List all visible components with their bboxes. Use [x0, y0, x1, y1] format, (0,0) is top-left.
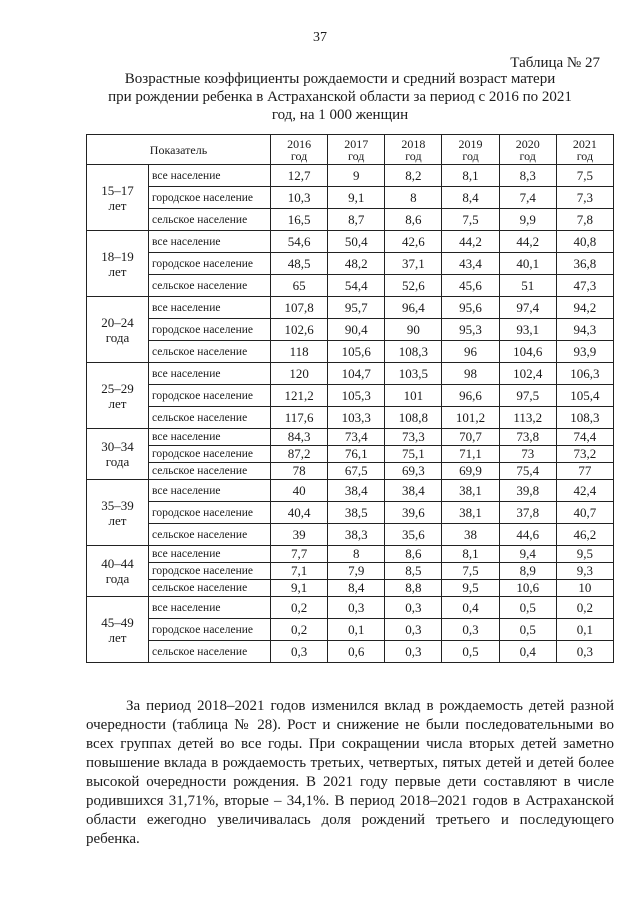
population-type-label: сельское население [149, 524, 271, 546]
rate-value-cell: 43,4 [442, 253, 499, 275]
rate-value-cell: 40,8 [556, 231, 613, 253]
table-row [87, 597, 614, 619]
rate-value-cell: 40 [271, 480, 328, 502]
population-type-label: городское население [149, 187, 271, 209]
rate-value-cell: 52,6 [385, 275, 442, 297]
table-caption [60, 70, 620, 124]
rate-value-cell: 103,3 [328, 407, 385, 429]
table-row [87, 231, 614, 253]
table-row [87, 275, 614, 297]
year-unit: год [405, 148, 422, 163]
rate-value-cell: 46,2 [556, 524, 613, 546]
rate-value-cell: 50,4 [328, 231, 385, 253]
rate-value-cell: 9,5 [442, 580, 499, 597]
population-type-label: все население [149, 165, 271, 187]
year-header [442, 135, 499, 165]
population-type-label: все население [149, 480, 271, 502]
age-group-label: лет [108, 197, 127, 213]
population-type-label: городское население [149, 563, 271, 580]
year-value: 2016 [287, 136, 312, 151]
rate-value-cell: 75,1 [385, 446, 442, 463]
rate-value-cell: 8,9 [499, 563, 556, 580]
rate-value-cell: 67,5 [328, 463, 385, 480]
rate-value-cell: 7,5 [442, 563, 499, 580]
rate-value-cell: 96,4 [385, 297, 442, 319]
rate-value-cell: 10 [556, 580, 613, 597]
rate-value-cell: 65 [271, 275, 328, 297]
age-group-label: лет [108, 263, 127, 279]
table-row [87, 209, 614, 231]
rate-value-cell: 8,1 [442, 165, 499, 187]
age-group-label: 18–19 [101, 248, 134, 264]
caption-line: Возрастные коэффициенты рождаемости и средний возраст матери [124, 71, 556, 87]
year-unit: год [519, 148, 536, 163]
population-type-label: городское население [149, 446, 271, 463]
rate-value-cell: 7,5 [442, 209, 499, 231]
table-row [87, 429, 614, 446]
rate-value-cell: 8,2 [385, 165, 442, 187]
rate-value-cell: 87,2 [271, 446, 328, 463]
rate-value-cell: 73,3 [385, 429, 442, 446]
rate-value-cell: 107,8 [271, 297, 328, 319]
rate-value-cell: 108,8 [385, 407, 442, 429]
rate-value-cell: 98 [442, 363, 499, 385]
population-type-label: городское население [149, 385, 271, 407]
rate-value-cell: 7,5 [556, 165, 613, 187]
rate-value-cell: 0,1 [328, 619, 385, 641]
rate-value-cell: 8,8 [385, 580, 442, 597]
rate-value-cell: 44,2 [442, 231, 499, 253]
age-group-label: 15–17 [101, 182, 134, 198]
rate-value-cell: 39,6 [385, 502, 442, 524]
rate-value-cell: 95,6 [442, 297, 499, 319]
rate-value-cell: 0,5 [499, 619, 556, 641]
table-row [87, 187, 614, 209]
population-type-label: городское население [149, 253, 271, 275]
rate-value-cell: 8,6 [385, 546, 442, 563]
rate-value-cell: 103,5 [385, 363, 442, 385]
rate-value-cell: 69,3 [385, 463, 442, 480]
table-row [87, 641, 614, 663]
rate-value-cell: 39 [271, 524, 328, 546]
rate-value-cell: 12,7 [271, 165, 328, 187]
age-group-label: года [105, 454, 130, 469]
age-group-label: 35–39 [101, 497, 134, 513]
rate-value-cell: 8,7 [328, 209, 385, 231]
rate-value-cell: 54,6 [271, 231, 328, 253]
population-type-label: городское население [149, 502, 271, 524]
year-value: 2020 [515, 136, 540, 151]
rate-value-cell: 44,6 [499, 524, 556, 546]
table-row [87, 580, 614, 597]
year-value: 2018 [401, 136, 426, 151]
year-unit: год [576, 148, 594, 163]
header-row [87, 135, 614, 165]
year-header [499, 135, 556, 165]
table-row [87, 480, 614, 502]
rate-value-cell: 73,8 [499, 429, 556, 446]
indicator-header: Показатель [87, 135, 271, 165]
rate-value-cell: 8,3 [499, 165, 556, 187]
rate-value-cell: 9,3 [556, 563, 613, 580]
rate-value-cell: 0,4 [442, 597, 499, 619]
age-group-label: 30–34 [101, 439, 134, 454]
table-row [87, 524, 614, 546]
rate-value-cell: 39,8 [499, 480, 556, 502]
rate-value-cell: 90 [385, 319, 442, 341]
population-type-label: сельское население [149, 463, 271, 480]
rate-value-cell: 97,4 [499, 297, 556, 319]
rate-value-cell: 40,4 [271, 502, 328, 524]
year-value: 2017 [344, 136, 369, 151]
age-group-label: лет [108, 512, 127, 528]
rate-value-cell: 74,4 [556, 429, 613, 446]
table-row [87, 363, 614, 385]
rate-value-cell: 7,9 [328, 563, 385, 580]
rate-value-cell: 101 [385, 385, 442, 407]
year-value: 2021 [572, 136, 597, 151]
rate-value-cell: 101,2 [442, 407, 499, 429]
age-group-label: лет [108, 395, 127, 411]
table-row [87, 297, 614, 319]
caption-line: год, на 1 000 женщин [271, 107, 409, 123]
table-row [87, 385, 614, 407]
population-type-label: сельское население [149, 209, 271, 231]
rate-value-cell: 54,4 [328, 275, 385, 297]
population-type-label: сельское население [149, 641, 271, 663]
rate-value-cell: 8,5 [385, 563, 442, 580]
table-row [87, 463, 614, 480]
rate-value-cell: 94,2 [556, 297, 613, 319]
rate-value-cell: 95,3 [442, 319, 499, 341]
rate-value-cell: 36,8 [556, 253, 613, 275]
rate-value-cell: 77 [556, 463, 613, 480]
year-header [271, 135, 328, 165]
rate-value-cell: 120 [271, 363, 328, 385]
table-row [87, 619, 614, 641]
body-paragraph: За период 2018–2021 годов изменился вклад в рождаемость детей разной очередности (таблица № 28). Рост и снижение не были последовательными во всех группах детей во все годы. При сокращении числа вторых детей заметно повышение вклада в рождаемость третьих, четвертых, пятых детей и детей более высокой очередности рождения. В 2021 году первые дети составляют в числе родившихся 31,71%, вторые – 34,1%. В период 2018–2021 годов в Астраханской области ежегодно увеличивалась доля рождений третьего и последующего ребенка. [86, 698, 614, 847]
rate-value-cell: 0,5 [442, 641, 499, 663]
rate-value-cell: 16,5 [271, 209, 328, 231]
rate-value-cell: 108,3 [556, 407, 613, 429]
rate-value-cell: 105,4 [556, 385, 613, 407]
age-group-cell [87, 297, 149, 363]
rate-value-cell: 9,5 [556, 546, 613, 563]
rate-value-cell: 70,7 [442, 429, 499, 446]
population-type-label: все население [149, 297, 271, 319]
population-type-label: сельское население [149, 275, 271, 297]
population-type-label: все население [149, 597, 271, 619]
rate-value-cell: 90,4 [328, 319, 385, 341]
rate-value-cell: 38,3 [328, 524, 385, 546]
rate-value-cell: 8,4 [442, 187, 499, 209]
rate-value-cell: 7,8 [556, 209, 613, 231]
age-group-cell [87, 165, 149, 231]
rate-value-cell: 102,6 [271, 319, 328, 341]
rate-value-cell: 104,6 [499, 341, 556, 363]
rate-value-cell: 0,4 [499, 641, 556, 663]
rate-value-cell: 0,3 [271, 641, 328, 663]
table-row [87, 165, 614, 187]
age-group-cell [87, 597, 149, 663]
rate-value-cell: 37,1 [385, 253, 442, 275]
table-row [87, 319, 614, 341]
rate-value-cell: 44,2 [499, 231, 556, 253]
rate-value-cell: 102,4 [499, 363, 556, 385]
rate-value-cell: 8 [385, 187, 442, 209]
rate-value-cell: 8 [328, 546, 385, 563]
table-header [87, 135, 614, 165]
age-group-cell [87, 231, 149, 297]
year-header [328, 135, 385, 165]
rate-value-cell: 0,3 [385, 597, 442, 619]
rate-value-cell: 108,3 [385, 341, 442, 363]
population-type-label: городское население [149, 319, 271, 341]
rate-value-cell: 93,9 [556, 341, 613, 363]
year-unit: год [290, 148, 308, 163]
fertility-rate-table [86, 134, 614, 663]
rate-value-cell: 121,2 [271, 385, 328, 407]
rate-value-cell: 8,6 [385, 209, 442, 231]
rate-value-cell: 7,4 [499, 187, 556, 209]
rate-value-cell: 104,7 [328, 363, 385, 385]
year-unit: год [462, 148, 479, 163]
year-header [556, 135, 613, 165]
rate-value-cell: 0,2 [271, 597, 328, 619]
rate-value-cell: 9,9 [499, 209, 556, 231]
age-group-label: 25–29 [101, 380, 134, 396]
rate-value-cell: 48,2 [328, 253, 385, 275]
rate-value-cell: 38,1 [442, 480, 499, 502]
rate-value-cell: 40,7 [556, 502, 613, 524]
rate-value-cell: 7,3 [556, 187, 613, 209]
population-type-label: все население [149, 546, 271, 563]
rate-value-cell: 73 [499, 446, 556, 463]
rate-value-cell: 0,3 [556, 641, 613, 663]
age-group-cell [87, 363, 149, 429]
rate-value-cell: 0,3 [385, 619, 442, 641]
rate-value-cell: 35,6 [385, 524, 442, 546]
rate-value-cell: 96,6 [442, 385, 499, 407]
rate-value-cell: 10,6 [499, 580, 556, 597]
rate-value-cell: 73,2 [556, 446, 613, 463]
age-group-label: года [105, 329, 130, 345]
rate-value-cell: 38,5 [328, 502, 385, 524]
rate-value-cell: 76,1 [328, 446, 385, 463]
rate-value-cell: 7,1 [271, 563, 328, 580]
rate-value-cell: 106,3 [556, 363, 613, 385]
age-group-label: 20–24 [101, 314, 134, 330]
rate-value-cell: 9,1 [328, 187, 385, 209]
rate-value-cell: 96 [442, 341, 499, 363]
population-type-label: городское население [149, 619, 271, 641]
age-group-cell [87, 480, 149, 546]
rate-value-cell: 97,5 [499, 385, 556, 407]
rate-value-cell: 75,4 [499, 463, 556, 480]
rate-value-cell: 0,5 [499, 597, 556, 619]
population-type-label: сельское население [149, 407, 271, 429]
rate-value-cell: 69,9 [442, 463, 499, 480]
age-group-label: 45–49 [101, 614, 134, 630]
rate-value-cell: 0,6 [328, 641, 385, 663]
population-type-label: все население [149, 429, 271, 446]
rate-value-cell: 0,3 [442, 619, 499, 641]
table-row [87, 502, 614, 524]
rate-value-cell: 95,7 [328, 297, 385, 319]
population-type-label: сельское население [149, 341, 271, 363]
rate-value-cell: 94,3 [556, 319, 613, 341]
rate-value-cell: 42,6 [385, 231, 442, 253]
year-value: 2019 [458, 136, 483, 151]
page-number: 37 [313, 30, 327, 45]
rate-value-cell: 38,1 [442, 502, 499, 524]
age-group-label: года [105, 571, 130, 586]
table-row [87, 407, 614, 429]
table-row [87, 446, 614, 463]
rate-value-cell: 9,4 [499, 546, 556, 563]
rate-value-cell: 48,5 [271, 253, 328, 275]
rate-value-cell: 45,6 [442, 275, 499, 297]
rate-value-cell: 0,3 [385, 641, 442, 663]
rate-value-cell: 8,1 [442, 546, 499, 563]
rate-value-cell: 117,6 [271, 407, 328, 429]
age-group-cell [87, 546, 149, 597]
rate-value-cell: 51 [499, 275, 556, 297]
rate-value-cell: 93,1 [499, 319, 556, 341]
rate-value-cell: 71,1 [442, 446, 499, 463]
rate-value-cell: 38,4 [328, 480, 385, 502]
population-type-label: все население [149, 363, 271, 385]
rate-value-cell: 78 [271, 463, 328, 480]
caption-line: при рождении ребенка в Астраханской области за период с 2016 по 2021 [108, 89, 572, 105]
rate-value-cell: 37,8 [499, 502, 556, 524]
rate-value-cell: 73,4 [328, 429, 385, 446]
rate-value-cell: 0,2 [271, 619, 328, 641]
rate-value-cell: 38 [442, 524, 499, 546]
rate-value-cell: 40,1 [499, 253, 556, 275]
rate-value-cell: 118 [271, 341, 328, 363]
year-header [385, 135, 442, 165]
population-type-label: сельское население [149, 580, 271, 597]
rate-value-cell: 47,3 [556, 275, 613, 297]
table-row [87, 253, 614, 275]
year-unit: год [348, 148, 365, 163]
rate-value-cell: 105,6 [328, 341, 385, 363]
rate-value-cell: 9,1 [271, 580, 328, 597]
population-type-label: все население [149, 231, 271, 253]
table-row [87, 563, 614, 580]
rate-value-cell: 10,3 [271, 187, 328, 209]
table-row [87, 341, 614, 363]
table-body [87, 165, 614, 663]
rate-value-cell: 84,3 [271, 429, 328, 446]
rate-value-cell: 113,2 [499, 407, 556, 429]
rate-value-cell: 42,4 [556, 480, 613, 502]
rate-value-cell: 8,4 [328, 580, 385, 597]
age-group-label: лет [108, 629, 127, 645]
rate-value-cell: 0,1 [556, 619, 613, 641]
rate-value-cell: 105,3 [328, 385, 385, 407]
rate-value-cell: 0,2 [556, 597, 613, 619]
rate-value-cell: 9 [328, 165, 385, 187]
rate-value-cell: 0,3 [328, 597, 385, 619]
age-group-cell [87, 429, 149, 480]
rate-value-cell: 7,7 [271, 546, 328, 563]
age-group-label: 40–44 [101, 556, 134, 571]
table-label: Таблица № 27 [510, 55, 600, 71]
rate-value-cell: 38,4 [385, 480, 442, 502]
table-row [87, 546, 614, 563]
